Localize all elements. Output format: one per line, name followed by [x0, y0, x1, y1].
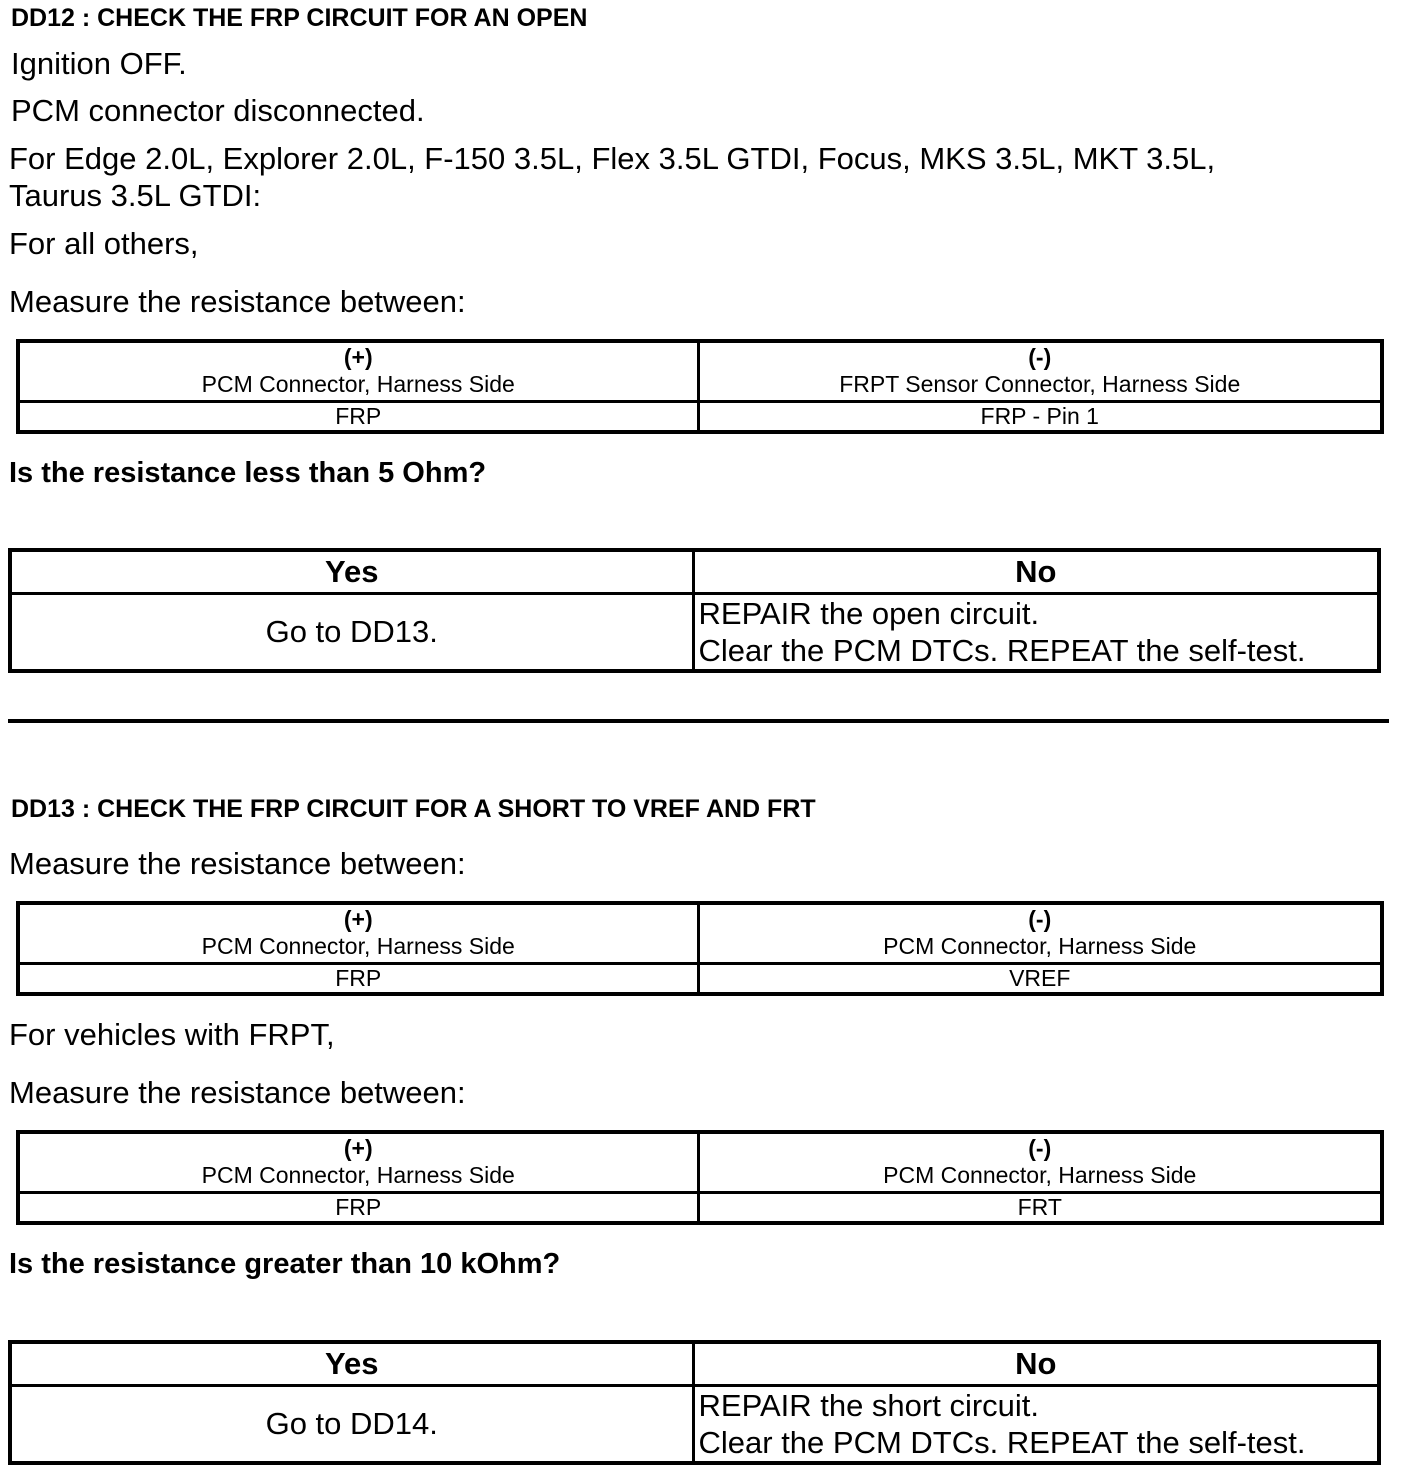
section-divider — [8, 719, 1389, 723]
positive-pin-value: FRP — [18, 401, 698, 432]
dd13-result-table — [8, 1340, 1381, 1465]
no-header: No — [693, 550, 1379, 593]
positive-sign: (+) — [343, 906, 373, 933]
negative-pin-value: VREF — [698, 963, 1382, 994]
negative-pin-value: FRP - Pin 1 — [698, 401, 1382, 432]
yes-header: Yes — [10, 1342, 693, 1385]
dd13-question: Is the resistance greater than 10 kOhm? — [9, 1248, 561, 1280]
positive-sign: (+) — [343, 1135, 373, 1162]
positive-pin-value: FRP — [18, 963, 698, 994]
no-action-clear-dtcs: Clear the PCM DTCs. REPEAT the self-test. — [698, 1424, 1306, 1460]
no-header: No — [693, 1342, 1379, 1385]
negative-probe-header — [698, 1132, 1382, 1192]
negative-probe-header — [698, 341, 1382, 401]
dd12-question: Is the resistance less than 5 Ohm? — [9, 457, 487, 489]
dd12-result-table — [8, 548, 1381, 673]
dd12-measurement-table — [16, 339, 1384, 434]
dd13-step-title: DD13 : CHECK THE FRP CIRCUIT FOR A SHORT TO VREF AND FRT — [11, 795, 816, 823]
instruction-vehicle-list-cont: Taurus 3.5L GTDI: — [9, 178, 262, 213]
negative-connector-label: PCM Connector, Harness Side — [883, 1162, 1197, 1189]
positive-probe-header — [18, 1132, 698, 1192]
positive-pin-value: FRP — [18, 1192, 698, 1223]
positive-probe-header — [18, 341, 698, 401]
no-action-clear-dtcs: Clear the PCM DTCs. REPEAT the self-test. — [698, 632, 1306, 668]
negative-sign: (-) — [1028, 906, 1052, 933]
negative-sign: (-) — [1028, 344, 1052, 371]
negative-connector-label: PCM Connector, Harness Side — [883, 933, 1197, 960]
positive-sign: (+) — [343, 344, 373, 371]
no-action — [693, 593, 1379, 671]
dd12-step-title: DD12 : CHECK THE FRP CIRCUIT FOR AN OPEN — [11, 4, 588, 32]
negative-probe-header — [698, 903, 1382, 963]
negative-pin-value: FRT — [698, 1192, 1382, 1223]
yes-header: Yes — [10, 550, 693, 593]
no-action — [693, 1385, 1379, 1463]
negative-sign: (-) — [1028, 1135, 1052, 1162]
dd13-instruction-frpt: For vehicles with FRPT, — [9, 1017, 335, 1052]
instruction-measure: Measure the resistance between: — [9, 284, 466, 319]
instruction-vehicle-list: For Edge 2.0L, Explorer 2.0L, F-150 3.5L, Flex 3.5L GTDI, Focus, MKS 3.5L, MKT 3.5L, — [9, 141, 1216, 176]
positive-connector-label: PCM Connector, Harness Side — [201, 371, 515, 398]
positive-connector-label: PCM Connector, Harness Side — [201, 933, 515, 960]
dd13-measurement-table-vref — [16, 901, 1384, 996]
dd13-instruction-measure-2: Measure the resistance between: — [9, 1075, 466, 1110]
instruction-ignition-off: Ignition OFF. — [11, 46, 187, 81]
negative-connector-label: FRPT Sensor Connector, Harness Side — [839, 371, 1241, 398]
instruction-all-others: For all others, — [9, 226, 199, 261]
yes-action: Go to DD14. — [10, 1385, 693, 1463]
positive-probe-header — [18, 903, 698, 963]
yes-action: Go to DD13. — [10, 593, 693, 671]
dd13-instruction-measure-1: Measure the resistance between: — [9, 846, 466, 881]
no-action-repair: REPAIR the open circuit. — [698, 595, 1040, 631]
positive-connector-label: PCM Connector, Harness Side — [201, 1162, 515, 1189]
instruction-pcm-disconnected: PCM connector disconnected. — [11, 93, 425, 128]
dd13-measurement-table-frt — [16, 1130, 1384, 1225]
no-action-repair: REPAIR the short circuit. — [698, 1387, 1040, 1423]
